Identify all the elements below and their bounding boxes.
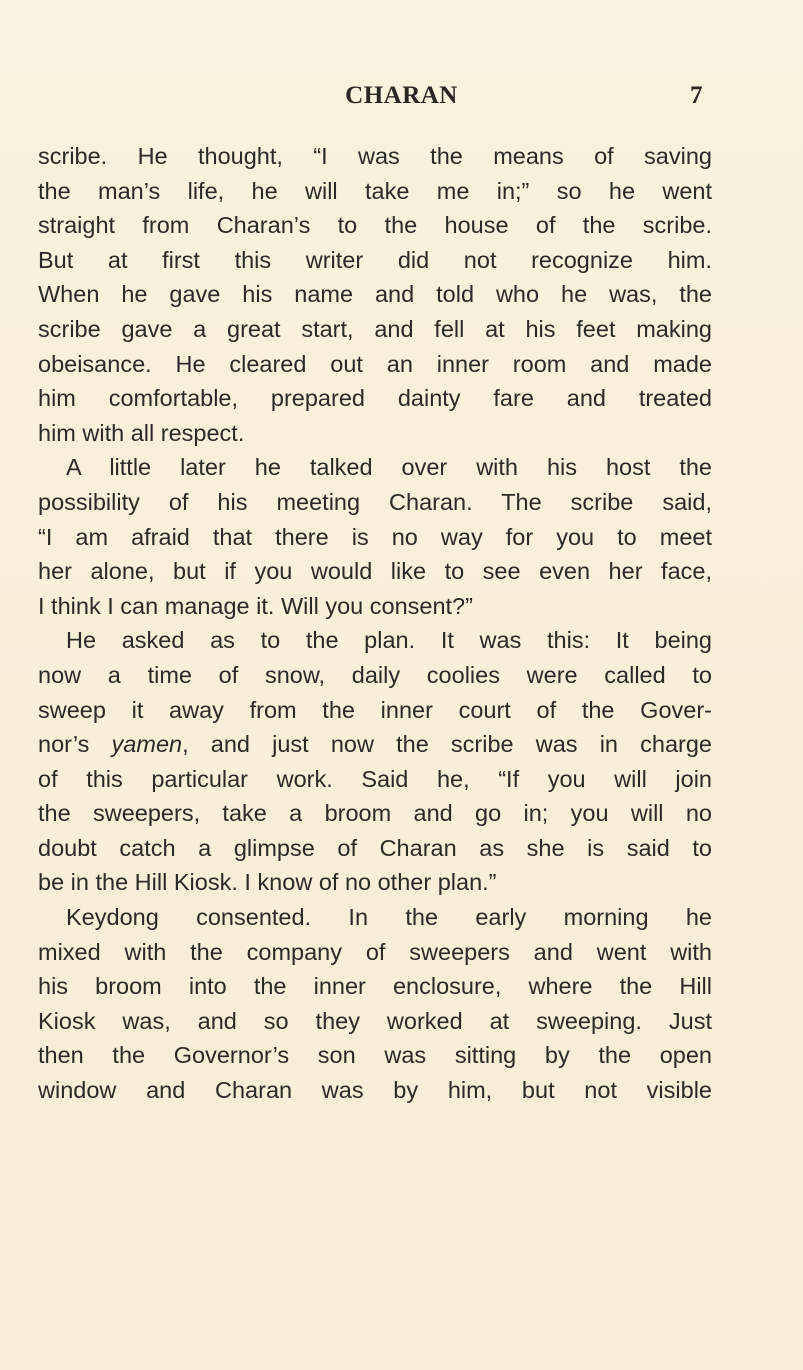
text-line: straight from Charan’s to the house of the scribe. — [38, 212, 712, 239]
text-segment: nor’s — [38, 731, 90, 758]
text-line: now a time of snow, daily coolies were called to — [38, 661, 712, 688]
text-segment: , and just now the scribe was in charge — [182, 731, 712, 758]
text-line: mixed with the company of sweepers and went with — [38, 938, 712, 965]
text-line: He asked as to the plan. It was this: It being — [66, 627, 712, 654]
text-line: of this particular work. Said he, “If you will join — [38, 765, 712, 792]
text-line: obeisance. He cleared out an inner room and made — [38, 350, 712, 377]
paragraph-4 — [38, 900, 712, 1108]
text-line: her alone, but if you would like to see even her face, — [38, 558, 712, 585]
text-line: But at first this writer did not recognize him. — [38, 246, 712, 273]
body-text — [38, 139, 712, 1108]
page-number: 7 — [690, 82, 703, 109]
text-line: him with all respect. — [38, 419, 245, 446]
text-line: possibility of his meeting Charan. The scribe said, — [38, 488, 712, 515]
paragraph-3 — [38, 623, 712, 900]
text-line: window and Charan was by him, but not visible — [38, 1077, 712, 1104]
text-line: him comfortable, prepared dainty fare and treated — [38, 385, 712, 412]
paragraph-1 — [38, 139, 712, 450]
text-line-mixed — [38, 727, 712, 762]
text-line: his broom into the inner enclosure, where the Hill — [38, 973, 712, 1000]
text-line: scribe. He thought, “I was the means of saving — [38, 143, 712, 169]
text-line: scribe gave a great start, and fell at his feet making — [38, 315, 712, 342]
text-line: be in the Hill Kiosk. I know of no other plan.” — [38, 869, 497, 896]
text-line: the sweepers, take a broom and go in; you will no — [38, 800, 712, 827]
text-line: then the Governor’s son was sitting by the open — [38, 1042, 712, 1069]
paragraph-2 — [38, 450, 712, 623]
text-line: Keydong consented. In the early morning he — [66, 904, 712, 931]
text-line: doubt catch a glimpse of Charan as she is said to — [38, 834, 712, 861]
text-line: When he gave his name and told who he was, the — [38, 281, 712, 308]
text-line: “I am afraid that there is no way for you to meet — [38, 523, 712, 550]
text-line: Kiosk was, and so they worked at sweeping. Just — [38, 1007, 712, 1034]
italic-word: yamen — [111, 731, 183, 758]
text-line: sweep it away from the inner court of the Gover- — [38, 696, 712, 723]
text-line: A little later he talked over with his host the — [66, 454, 712, 481]
text-line: I think I can manage it. Will you consent?” — [38, 592, 473, 619]
text-line: the man’s life, he will take me in;” so he went — [38, 177, 712, 204]
running-header — [0, 82, 803, 118]
chapter-title: CHARAN — [345, 82, 458, 109]
